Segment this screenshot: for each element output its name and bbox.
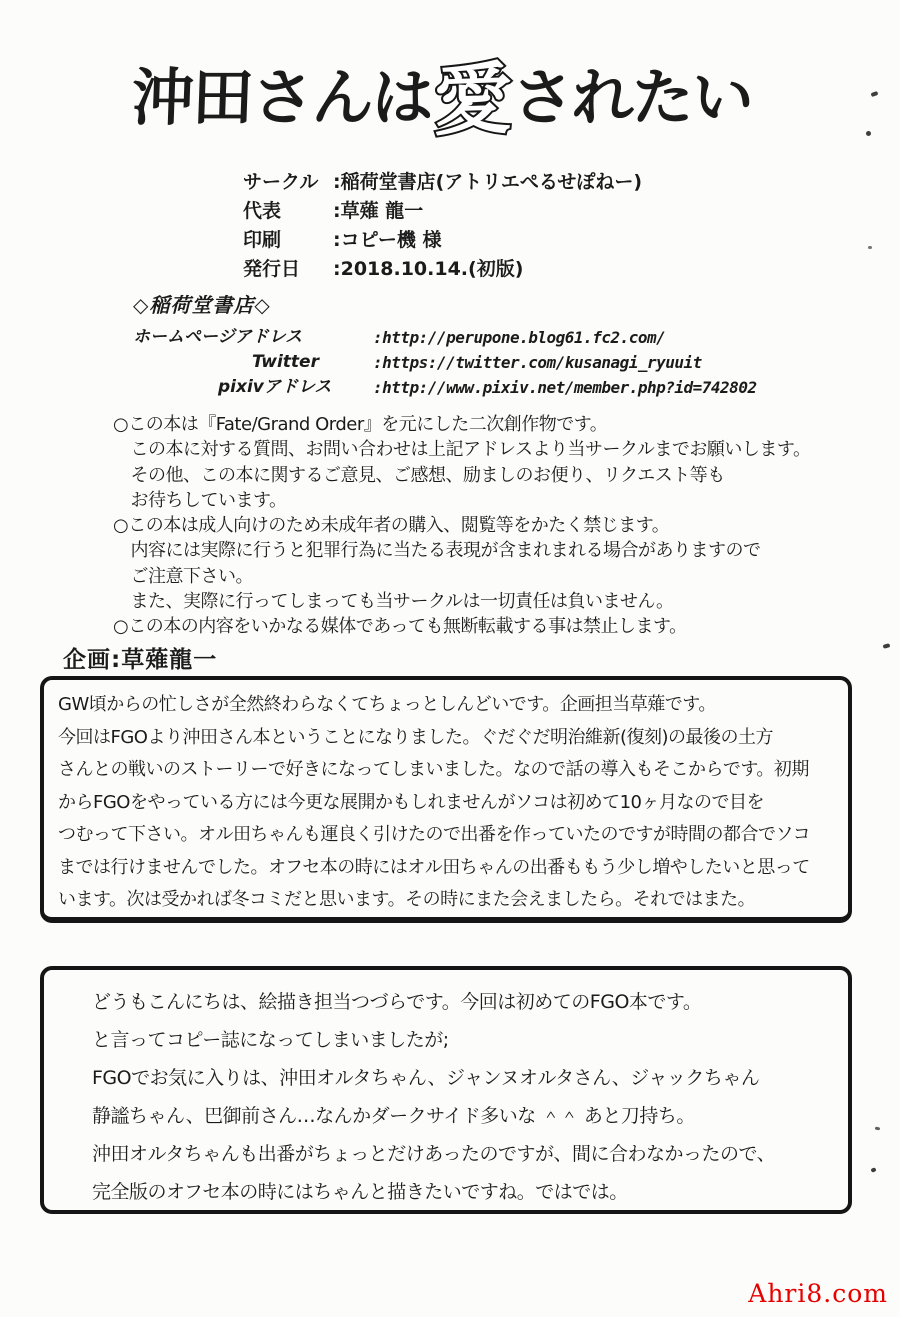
page-title — [130, 48, 873, 148]
planner-note-line: います。次は受かれば冬コミだと思います。その時にまた会えましたら。それではまた。 — [58, 889, 756, 910]
link-row — [133, 350, 757, 375]
disclaimer-line: ○この本の内容をいかなる媒体であっても無断転載する事は禁止します。 — [113, 616, 687, 638]
scan-speck — [868, 246, 872, 249]
info-value: :稲荷堂書店(アトリエぺるせぽねー) — [333, 171, 643, 193]
title-emphasis-ai: 愛 — [433, 54, 510, 148]
circle-info-row — [243, 168, 642, 197]
page-title-suffix: されたい — [510, 61, 754, 134]
link-label: pixivアドレス — [133, 377, 332, 397]
disclaimer-line: この本に対する質問、お問い合わせは上記アドレスより当サークルまでお願いします。 — [113, 439, 811, 461]
link-row — [133, 375, 757, 400]
disclaimer-line: 内容には実際に行うと犯罪行為に当たる表現が含まれまれる場合がありますので — [113, 540, 761, 562]
link-row — [133, 325, 757, 350]
scan-speck — [870, 1167, 876, 1173]
scan-speck — [871, 91, 879, 97]
circle-info-row — [243, 226, 642, 255]
info-label: 発行日 — [243, 258, 301, 280]
shop-block — [133, 289, 757, 400]
planner-note-line: つむって下さい。オル田ちゃんも運良く引けたので出番を作っていたのですが時間の都合でソコ — [58, 824, 811, 845]
disclaimer-line: ○この本は成人向けのため未成年者の購入、閲覧等をかたく禁じます。 — [113, 515, 670, 537]
disclaimer-line: ○この本は『Fate/Grand Order』を元にした二次創作物です。 — [113, 414, 608, 435]
info-value: :草薙 龍一 — [333, 200, 424, 222]
shop-links — [133, 325, 757, 400]
info-label: 印刷 — [243, 229, 282, 251]
plan-heading: 企画:草薙龍一 — [53, 641, 537, 682]
circle-info-row — [243, 197, 642, 226]
info-label: 代表 — [243, 200, 282, 222]
scan-speck — [866, 131, 871, 136]
planner-note-line: 今回はFGOより沖田さん本ということになりました。ぐだぐだ明治維新(復刻)の最後の土方 — [58, 726, 774, 748]
planner-note-line: までは行けませんでした。オフセ本の時にはオル田ちゃんの出番ももう少し増やしたいと思って — [58, 856, 810, 878]
artist-note-line: 静謐ちゃん、巴御前さん…なんかダークサイド多いな ＾＾ あと刀持ち。 — [92, 1105, 695, 1127]
circle-info — [243, 168, 642, 284]
note-box-artist — [40, 966, 852, 1214]
info-value: :コピー機 様 — [333, 229, 442, 251]
info-value: :2018.10.14.(初版) — [333, 258, 524, 280]
link-label: ホームページアドレス — [133, 327, 303, 347]
artist-note-line: と言ってコピー誌になってしまいましたが; — [92, 1029, 449, 1051]
circle-info-row — [243, 255, 642, 284]
link-label: Twitter — [133, 352, 319, 372]
disclaimer-line: お待ちしています。 — [113, 489, 287, 511]
disclaimer-line: また、実際に行ってしまっても当サークルは一切責任は負いません。 — [113, 591, 674, 613]
info-label: サークル — [243, 171, 319, 193]
disclaimer-line: その他、この本に関するご意見、ご感想、励ましのお便り、リクエスト等も — [113, 464, 725, 486]
planner-note-line: からFGOをやっている方には今更な展開かもしれませんがソコは初めて10ヶ月なので目を — [58, 791, 765, 813]
scan-speck — [883, 643, 891, 649]
disclaimer-line: ご注意下さい。 — [113, 565, 253, 587]
disclaimer-block — [113, 412, 810, 640]
planner-note-line: GW頃からの忙しさが全然終わらなくてちょっとしんどいです。企画担当草薙です。 — [58, 694, 716, 715]
link-url: :http://www.pixiv.net/member.php?id=742802 — [373, 378, 757, 397]
scan-speck — [875, 1127, 880, 1131]
page-title-prefix: 沖田さんは — [130, 61, 434, 134]
artist-note-line: 沖田オルタちゃんも出番がちょっとだけあったのですが、間に合わなかったので、 — [92, 1143, 776, 1165]
link-url: :http://perupone.blog61.fc2.com/ — [373, 328, 666, 347]
watermark: Ahri8.com — [748, 1279, 888, 1308]
note-box-planner — [40, 676, 852, 923]
planner-note-line: さんとの戦いのストーリーで好きになってしまいました。なので話の導入もそこからです。初期 — [58, 759, 809, 780]
link-url: :https://twitter.com/kusanagi_ryuuit — [373, 353, 702, 372]
artist-note-line: どうもこんにちは、絵描き担当つづらです。今回は初めてのFGO本です。 — [92, 991, 702, 1013]
artist-note-line: FGOでお気に入りは、沖田オルタちゃん、ジャンヌオルタさん、ジャックちゃん — [92, 1067, 760, 1089]
artist-note-line: 完全版のオフセ本の時にはちゃんと描きたいですね。ではでは。 — [92, 1181, 628, 1203]
shop-heading: ◇稲荷堂書店◇ — [133, 293, 271, 317]
